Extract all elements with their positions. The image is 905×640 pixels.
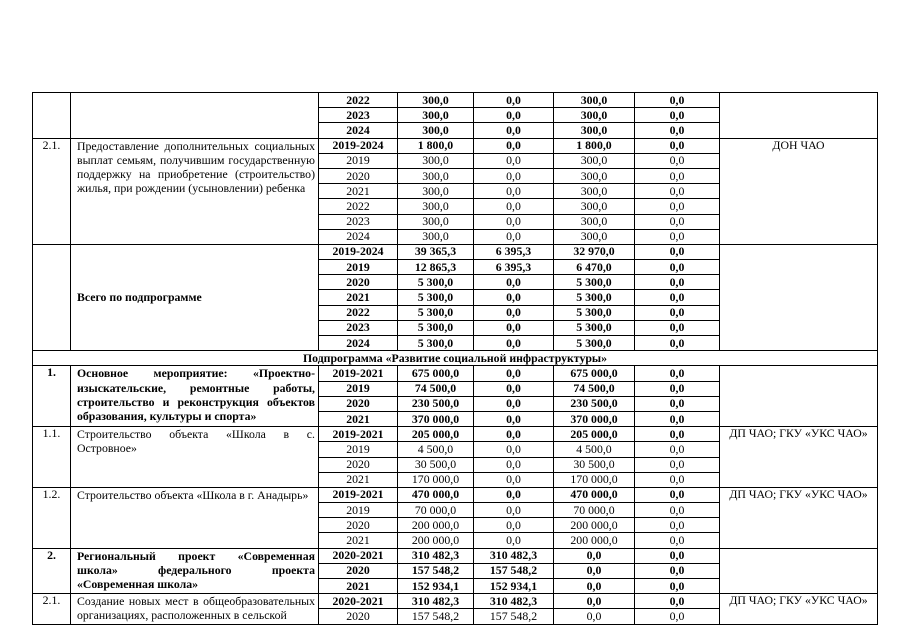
item-description-cell <box>71 93 319 139</box>
year-cell: 2024 <box>319 123 398 138</box>
year-cell: 2020 <box>319 518 398 533</box>
item-description-cell <box>71 427 319 488</box>
amount-cell: 310 482,3 <box>474 548 554 563</box>
executor-cell: ДП ЧАО; ГКУ «УКС ЧАО» <box>720 594 878 624</box>
executor-cell <box>720 244 878 350</box>
amount-cell: 0,0 <box>635 533 720 548</box>
amount-cell: 0,0 <box>474 457 554 472</box>
executor-cell <box>720 93 878 139</box>
amount-cell: 0,0 <box>474 93 554 108</box>
amount-cell: 300,0 <box>554 199 635 214</box>
amount-cell: 0,0 <box>635 472 720 487</box>
item-description: Создание новых мест в общеобразовательных организациях, расположенных в сельской <box>77 594 315 623</box>
amount-cell: 0,0 <box>635 503 720 518</box>
amount-cell: 0,0 <box>635 427 720 442</box>
amount-cell: 4 500,0 <box>554 442 635 457</box>
amount-cell: 0,0 <box>635 168 720 183</box>
amount-cell: 32 970,0 <box>554 244 635 259</box>
amount-cell: 5 300,0 <box>398 305 474 320</box>
executor-cell: ДП ЧАО; ГКУ «УКС ЧАО» <box>720 427 878 488</box>
executor-cell <box>720 548 878 594</box>
amount-cell: 200 000,0 <box>554 518 635 533</box>
amount-cell: 0,0 <box>635 275 720 290</box>
year-cell: 2021 <box>319 533 398 548</box>
item-description: Предоставление дополнительных социальных выплат семьям, получившим государственную поддержку на приобретение (строительство) жилья, при рождении (усыновлении) ребенка <box>77 138 315 196</box>
amount-cell: 300,0 <box>554 153 635 168</box>
year-cell: 2019-2021 <box>319 427 398 442</box>
amount-cell: 0,0 <box>635 93 720 108</box>
amount-cell: 300,0 <box>398 108 474 123</box>
amount-cell: 310 482,3 <box>474 594 554 609</box>
item-description: Строительство объекта «Школа в с. Островное» <box>77 427 315 456</box>
amount-cell: 310 482,3 <box>398 594 474 609</box>
amount-cell: 30 500,0 <box>554 457 635 472</box>
amount-cell: 0,0 <box>635 229 720 244</box>
amount-cell: 300,0 <box>554 214 635 229</box>
amount-cell: 300,0 <box>398 168 474 183</box>
amount-cell: 200 000,0 <box>398 518 474 533</box>
amount-cell: 39 365,3 <box>398 244 474 259</box>
amount-cell: 370 000,0 <box>554 411 635 426</box>
amount-cell: 370 000,0 <box>398 411 474 426</box>
amount-cell: 5 300,0 <box>554 336 635 351</box>
amount-cell: 675 000,0 <box>398 366 474 381</box>
amount-cell: 4 500,0 <box>398 442 474 457</box>
amount-cell: 0,0 <box>474 503 554 518</box>
table-row <box>33 427 878 442</box>
amount-cell: 0,0 <box>474 320 554 335</box>
year-cell: 2022 <box>319 305 398 320</box>
amount-cell: 0,0 <box>474 533 554 548</box>
year-cell: 2024 <box>319 229 398 244</box>
amount-cell: 6 395,3 <box>474 244 554 259</box>
year-cell: 2019 <box>319 381 398 396</box>
year-cell: 2021 <box>319 184 398 199</box>
amount-cell: 0,0 <box>474 442 554 457</box>
executor-cell: ДОН ЧАО <box>720 138 878 244</box>
year-cell: 2024 <box>319 336 398 351</box>
amount-cell: 0,0 <box>635 411 720 426</box>
amount-cell: 70 000,0 <box>398 503 474 518</box>
amount-cell: 0,0 <box>474 153 554 168</box>
amount-cell: 0,0 <box>474 487 554 502</box>
amount-cell: 0,0 <box>635 366 720 381</box>
amount-cell: 0,0 <box>474 290 554 305</box>
amount-cell: 0,0 <box>474 411 554 426</box>
year-cell: 2023 <box>319 214 398 229</box>
item-description-cell <box>71 138 319 244</box>
item-description: Региональный проект «Современная школа» федерального проекта «Современная школа» <box>77 548 315 592</box>
year-cell: 2022 <box>319 93 398 108</box>
amount-cell: 157 548,2 <box>474 609 554 624</box>
amount-cell: 0,0 <box>474 366 554 381</box>
amount-cell: 300,0 <box>398 214 474 229</box>
year-cell: 2020 <box>319 396 398 411</box>
amount-cell: 470 000,0 <box>554 487 635 502</box>
amount-cell: 152 934,1 <box>398 579 474 594</box>
item-description-cell <box>71 366 319 427</box>
amount-cell: 300,0 <box>398 153 474 168</box>
amount-cell: 0,0 <box>635 579 720 594</box>
amount-cell: 0,0 <box>474 108 554 123</box>
amount-cell: 0,0 <box>635 548 720 563</box>
amount-cell: 0,0 <box>554 563 635 578</box>
amount-cell: 300,0 <box>398 93 474 108</box>
item-description: Всего по подпрограмме <box>77 290 202 305</box>
year-cell: 2019 <box>319 260 398 275</box>
amount-cell: 0,0 <box>474 427 554 442</box>
amount-cell: 0,0 <box>635 442 720 457</box>
amount-cell: 470 000,0 <box>398 487 474 502</box>
amount-cell: 0,0 <box>474 123 554 138</box>
table-row <box>33 93 878 108</box>
year-cell: 2019-2024 <box>319 244 398 259</box>
amount-cell: 0,0 <box>474 168 554 183</box>
amount-cell: 0,0 <box>635 244 720 259</box>
amount-cell: 675 000,0 <box>554 366 635 381</box>
amount-cell: 0,0 <box>635 153 720 168</box>
amount-cell: 0,0 <box>635 305 720 320</box>
item-number: 1. <box>33 366 71 427</box>
amount-cell: 0,0 <box>635 260 720 275</box>
amount-cell: 5 300,0 <box>398 275 474 290</box>
item-number: 2. <box>33 548 71 594</box>
item-description: Основное мероприятие: «Проектно-изыскательские, ремонтные работы, строительство и реконструкция объектов образования, культуры и спорта» <box>77 366 315 423</box>
year-cell: 2020 <box>319 168 398 183</box>
amount-cell: 5 300,0 <box>554 305 635 320</box>
amount-cell: 0,0 <box>635 138 720 153</box>
executor-cell <box>720 366 878 427</box>
amount-cell: 0,0 <box>554 548 635 563</box>
amount-cell: 205 000,0 <box>554 427 635 442</box>
year-cell: 2022 <box>319 199 398 214</box>
year-cell: 2021 <box>319 411 398 426</box>
amount-cell: 300,0 <box>398 123 474 138</box>
amount-cell: 0,0 <box>635 563 720 578</box>
subprogram-heading-row <box>33 351 878 366</box>
amount-cell: 170 000,0 <box>554 472 635 487</box>
amount-cell: 157 548,2 <box>398 563 474 578</box>
subprogram-heading: Подпрограмма «Развитие социальной инфраструктуры» <box>33 351 878 366</box>
amount-cell: 152 934,1 <box>474 579 554 594</box>
amount-cell: 0,0 <box>635 199 720 214</box>
amount-cell: 0,0 <box>474 275 554 290</box>
amount-cell: 0,0 <box>635 594 720 609</box>
amount-cell: 5 300,0 <box>554 275 635 290</box>
year-cell: 2019-2021 <box>319 487 398 502</box>
amount-cell: 300,0 <box>554 168 635 183</box>
item-number <box>33 93 71 139</box>
amount-cell: 170 000,0 <box>398 472 474 487</box>
item-description-cell <box>71 487 319 548</box>
amount-cell: 0,0 <box>635 336 720 351</box>
amount-cell: 0,0 <box>474 138 554 153</box>
amount-cell: 0,0 <box>635 381 720 396</box>
amount-cell: 200 000,0 <box>554 533 635 548</box>
amount-cell: 1 800,0 <box>398 138 474 153</box>
year-cell: 2019 <box>319 153 398 168</box>
year-cell: 2020 <box>319 275 398 290</box>
amount-cell: 0,0 <box>635 184 720 199</box>
amount-cell: 5 300,0 <box>398 320 474 335</box>
amount-cell: 5 300,0 <box>554 290 635 305</box>
year-cell: 2020-2021 <box>319 594 398 609</box>
amount-cell: 300,0 <box>398 199 474 214</box>
year-cell: 2020 <box>319 609 398 624</box>
item-number: 1.2. <box>33 487 71 548</box>
amount-cell: 300,0 <box>398 229 474 244</box>
amount-cell: 0,0 <box>635 487 720 502</box>
amount-cell: 300,0 <box>554 229 635 244</box>
amount-cell: 5 300,0 <box>398 290 474 305</box>
table-row <box>33 548 878 563</box>
year-cell: 2020 <box>319 457 398 472</box>
amount-cell: 0,0 <box>474 199 554 214</box>
item-description <box>77 93 315 138</box>
item-description: Строительство объекта «Школа в г. Анадырь» <box>77 487 309 502</box>
amount-cell: 0,0 <box>474 381 554 396</box>
year-cell: 2023 <box>319 320 398 335</box>
amount-cell: 0,0 <box>635 123 720 138</box>
amount-cell: 0,0 <box>635 290 720 305</box>
item-description-cell <box>71 244 319 350</box>
amount-cell: 205 000,0 <box>398 427 474 442</box>
year-cell: 2019 <box>319 442 398 457</box>
amount-cell: 0,0 <box>635 320 720 335</box>
amount-cell: 0,0 <box>474 472 554 487</box>
amount-cell: 0,0 <box>554 594 635 609</box>
amount-cell: 200 000,0 <box>398 533 474 548</box>
amount-cell: 230 500,0 <box>398 396 474 411</box>
year-cell: 2021 <box>319 290 398 305</box>
amount-cell: 74 500,0 <box>554 381 635 396</box>
item-number: 2.1. <box>33 138 71 244</box>
item-number <box>33 244 71 350</box>
table-row <box>33 594 878 609</box>
year-cell: 2021 <box>319 579 398 594</box>
amount-cell: 300,0 <box>554 108 635 123</box>
amount-cell: 0,0 <box>635 396 720 411</box>
amount-cell: 0,0 <box>474 214 554 229</box>
amount-cell: 300,0 <box>554 93 635 108</box>
item-number: 2.1. <box>33 594 71 624</box>
amount-cell: 5 300,0 <box>554 320 635 335</box>
amount-cell: 70 000,0 <box>554 503 635 518</box>
item-number: 1.1. <box>33 427 71 488</box>
amount-cell: 300,0 <box>554 123 635 138</box>
item-description-cell <box>71 548 319 594</box>
amount-cell: 12 865,3 <box>398 260 474 275</box>
amount-cell: 1 800,0 <box>554 138 635 153</box>
amount-cell: 0,0 <box>635 518 720 533</box>
amount-cell: 0,0 <box>635 457 720 472</box>
amount-cell: 0,0 <box>474 518 554 533</box>
amount-cell: 30 500,0 <box>398 457 474 472</box>
budget-table <box>32 92 878 625</box>
amount-cell: 310 482,3 <box>398 548 474 563</box>
amount-cell: 0,0 <box>554 579 635 594</box>
amount-cell: 5 300,0 <box>398 336 474 351</box>
amount-cell: 0,0 <box>635 108 720 123</box>
item-description-cell <box>71 594 319 624</box>
amount-cell: 0,0 <box>474 229 554 244</box>
amount-cell: 0,0 <box>474 305 554 320</box>
amount-cell: 0,0 <box>635 609 720 624</box>
year-cell: 2019-2024 <box>319 138 398 153</box>
amount-cell: 0,0 <box>554 609 635 624</box>
amount-cell: 0,0 <box>474 336 554 351</box>
table-row <box>33 244 878 259</box>
amount-cell: 6 470,0 <box>554 260 635 275</box>
amount-cell: 300,0 <box>398 184 474 199</box>
year-cell: 2019 <box>319 503 398 518</box>
table-row <box>33 366 878 381</box>
year-cell: 2020-2021 <box>319 548 398 563</box>
amount-cell: 157 548,2 <box>398 609 474 624</box>
year-cell: 2023 <box>319 108 398 123</box>
amount-cell: 300,0 <box>554 184 635 199</box>
table-row <box>33 138 878 153</box>
amount-cell: 157 548,2 <box>474 563 554 578</box>
year-cell: 2019-2021 <box>319 366 398 381</box>
amount-cell: 74 500,0 <box>398 381 474 396</box>
amount-cell: 230 500,0 <box>554 396 635 411</box>
executor-cell: ДП ЧАО; ГКУ «УКС ЧАО» <box>720 487 878 548</box>
table-row <box>33 487 878 502</box>
amount-cell: 0,0 <box>474 396 554 411</box>
year-cell: 2020 <box>319 563 398 578</box>
amount-cell: 6 395,3 <box>474 260 554 275</box>
amount-cell: 0,0 <box>474 184 554 199</box>
budget-table-body <box>33 93 878 625</box>
amount-cell: 0,0 <box>635 214 720 229</box>
year-cell: 2021 <box>319 472 398 487</box>
